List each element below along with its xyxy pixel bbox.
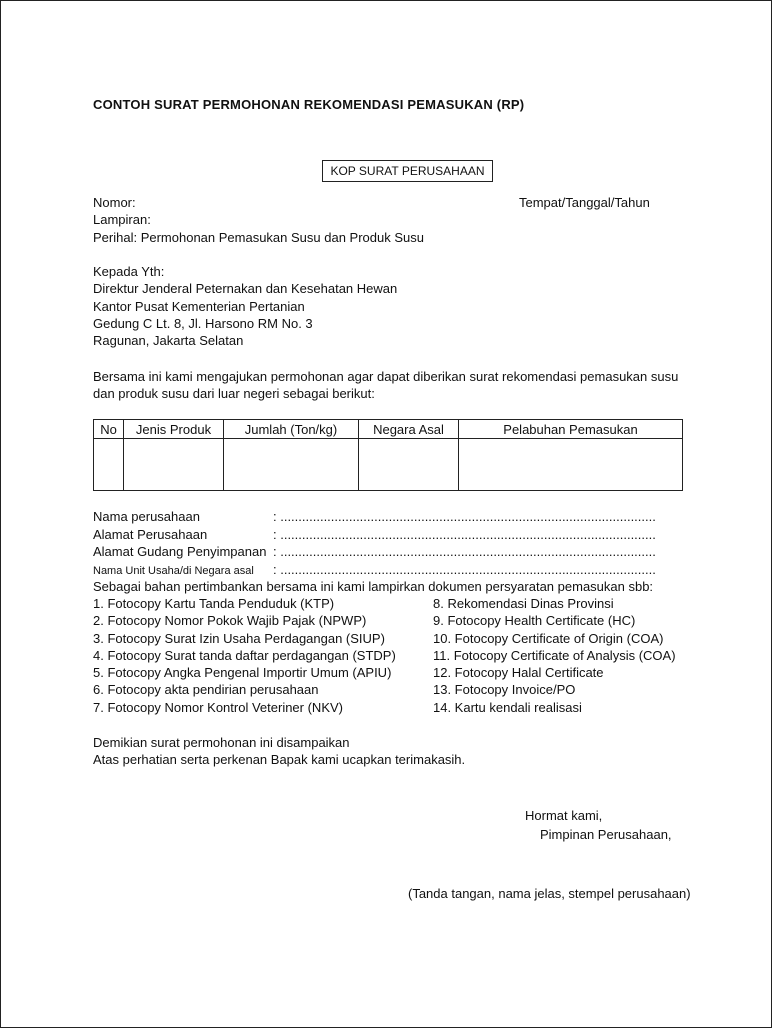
list-item: 5. Fotocopy Angka Pengenal Importir Umum (APIU)	[93, 665, 392, 681]
list-item: 2. Fotocopy Nomor Pokok Wajib Pajak (NPWP)	[93, 613, 367, 629]
signature-note: (Tanda tangan, nama jelas, stempel perusahaan)	[408, 886, 691, 901]
list-item: 12. Fotocopy Halal Certificate	[433, 665, 604, 681]
table-cell	[94, 439, 124, 491]
attachments-intro: Sebagai bahan pertimbankan bersama ini kami lampirkan dokumen persyaratan pemasukan sbb:	[93, 579, 654, 594]
col-header-negara-asal: Negara Asal	[359, 420, 459, 439]
letterhead-box: KOP SURAT PERUSAHAAN	[322, 160, 493, 182]
list-item: 3. Fotocopy Surat Izin Usaha Perdagangan (SIUP)	[93, 630, 385, 646]
list-item: 8. Rekomendasi Dinas Provinsi	[433, 596, 614, 611]
field-company-name	[93, 508, 656, 525]
intro-paragraph	[93, 368, 678, 403]
recipient-line: Gedung C Lt. 8, Jl. Harsono RM No. 3	[93, 315, 313, 331]
signoff-title: Pimpinan Perusahaan,	[540, 827, 672, 842]
field-dots: : ........................................................................................................	[273, 527, 656, 542]
field-label: Nama Unit Usaha/di Negara asal	[93, 565, 254, 577]
place-date-line: Tempat/Tanggal/Tahun	[519, 195, 650, 210]
list-item: 11. Fotocopy Certificate of Analysis (COA)	[433, 647, 676, 663]
field-label: Alamat Perusahaan	[93, 527, 208, 542]
document-title: CONTOH SURAT PERMOHONAN REKOMENDASI PEMASUKAN (RP)	[93, 97, 525, 112]
recipient-block	[93, 263, 397, 349]
product-table	[93, 419, 683, 491]
field-warehouse-address	[93, 543, 656, 560]
closing-line: Demikian surat permohonan ini disampaikan	[93, 735, 350, 750]
list-item: 6. Fotocopy akta pendirian perusahaan	[93, 682, 319, 698]
list-item: 4. Fotocopy Surat tanda daftar perdagangan (STDP)	[93, 647, 396, 663]
closing-line: Atas perhatian serta perkenan Bapak kami ucapkan terimakasih.	[93, 752, 466, 768]
attachments-right-list	[433, 595, 676, 716]
table-cell	[224, 439, 359, 491]
col-header-pelabuhan: Pelabuhan Pemasukan	[459, 420, 683, 439]
table-header-row	[94, 420, 683, 439]
col-header-no: No	[94, 420, 124, 439]
table-cell	[124, 439, 224, 491]
field-dots: : ........................................................................................................	[273, 544, 656, 559]
list-item: 10. Fotocopy Certificate of Origin (COA)	[433, 630, 664, 646]
field-company-address	[93, 526, 656, 543]
intro-line: dan produk susu dari luar negeri sebagai berikut:	[93, 386, 375, 402]
table-cell	[359, 439, 459, 491]
col-header-jumlah: Jumlah (Ton/kg)	[224, 420, 359, 439]
nomor-line: Nomor:	[93, 195, 136, 210]
recipient-line: Direktur Jenderal Peternakan dan Kesehatan Hewan	[93, 281, 398, 297]
list-item: 1. Fotocopy Kartu Tanda Penduduk (KTP)	[93, 596, 335, 611]
signoff-regards: Hormat kami,	[525, 808, 603, 823]
intro-line: Bersama ini kami mengajukan permohonan agar dapat diberikan surat rekomendasi pemasukan susu	[93, 369, 679, 384]
attachments-left-list	[93, 595, 396, 716]
table-cell	[459, 439, 683, 491]
col-header-jenis-produk: Jenis Produk	[124, 420, 224, 439]
recipient-line: Kantor Pusat Kementerian Pertanian	[93, 298, 305, 314]
field-dots: : ........................................................................................................	[273, 509, 656, 524]
list-item: 7. Fotocopy Nomor Kontrol Veteriner (NKV)	[93, 699, 343, 715]
closing-paragraph	[93, 734, 465, 769]
field-dots: : ........................................................................................................	[273, 562, 656, 577]
perihal-line: Perihal: Permohonan Pemasukan Susu dan Produk Susu	[93, 229, 424, 245]
field-label: Alamat Gudang Penyimpanan	[93, 544, 267, 559]
recipient-line: Kepada Yth:	[93, 264, 165, 279]
list-item: 13. Fotocopy Invoice/PO	[433, 682, 576, 698]
list-item: 14. Kartu kendali realisasi	[433, 699, 582, 715]
letter-header	[93, 194, 424, 246]
list-item: 9. Fotocopy Health Certificate (HC)	[433, 613, 636, 629]
table-row	[94, 439, 683, 491]
recipient-line: Ragunan, Jakarta Selatan	[93, 333, 244, 349]
field-label: Nama perusahaan	[93, 509, 200, 524]
lampiran-line: Lampiran:	[93, 212, 151, 228]
